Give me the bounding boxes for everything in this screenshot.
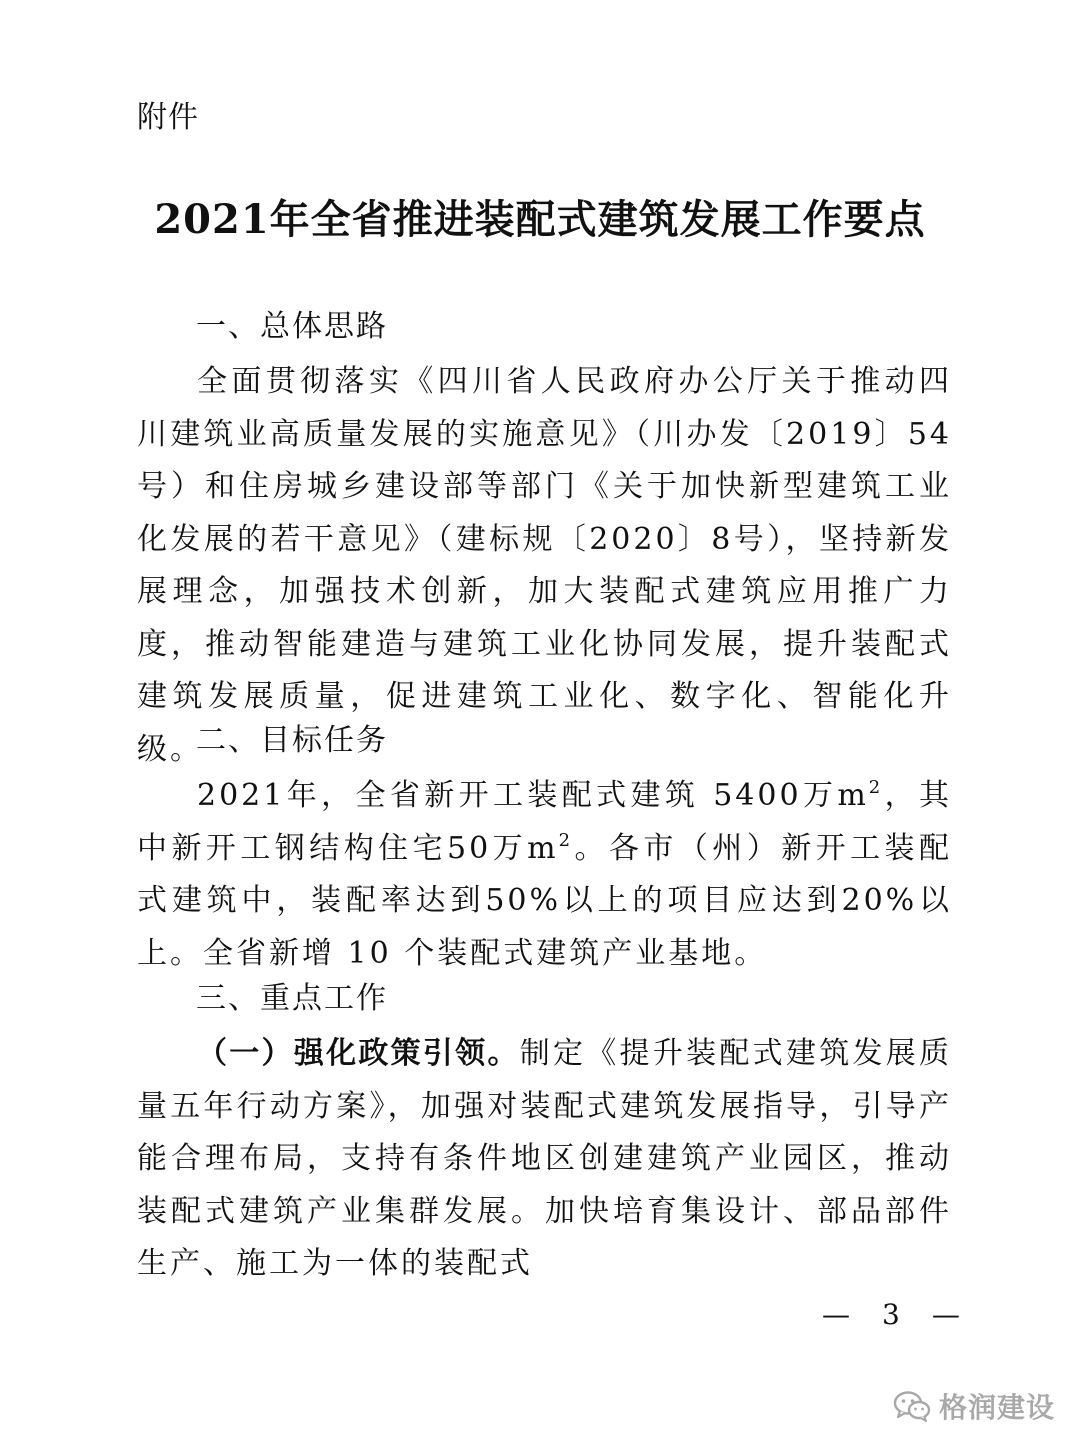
paragraph bbox=[137, 1028, 952, 1291]
page-number: — 3 — bbox=[822, 1298, 962, 1331]
section-body-key-work bbox=[137, 1028, 952, 1291]
text-run: ，其中新开工钢结构住宅50万m bbox=[137, 778, 952, 866]
section-heading-key-work: 三、重点工作 bbox=[196, 981, 388, 1016]
section-heading-overall-approach: 一、总体思路 bbox=[196, 309, 388, 344]
watermark bbox=[893, 1384, 1055, 1428]
text-run: 2021年，全省新开工装配式建筑 5400万m bbox=[197, 778, 869, 813]
watermark-text: 格润建设 bbox=[939, 1391, 1056, 1424]
paragraph bbox=[137, 770, 952, 980]
attachment-label: 附件 bbox=[137, 100, 199, 135]
paragraph: 全面贯彻落实《四川省人民政府办公厅关于推动四川建筑业高质量发展的实施意见》（川办发〔2019〕54号）和住房城乡建设部等部门《关于加快新型建筑工业化发展的若干意见》（建标规〔2020〕8号），坚持新发展理念，加强技术创新，加大装配式建筑应用推广力度，推动智能建造与建筑工业化协同发展，提升装配式建筑发展质量，促进建筑工业化、数字化、智能化升级。 bbox=[137, 364, 952, 767]
section-body-overall-approach bbox=[137, 356, 952, 776]
document-title: 2021年全省推进装配式建筑发展工作要点 bbox=[154, 196, 926, 243]
section-body-targets bbox=[137, 770, 952, 980]
text-run: 制定《提升装配式建筑发展质量五年行动方案》，加强对装配式建筑发展指导，引导产能合理布局，支持有条件地区创建建筑产业园区，推动装配式建筑产业集群发展。加快培育集设计、部品部件生产、施工为一体的装配式 bbox=[137, 1036, 953, 1281]
wechat-icon bbox=[893, 1390, 931, 1422]
bold-lead: （一）强化政策引领。 bbox=[197, 1036, 520, 1071]
superscript: 2 bbox=[868, 777, 884, 798]
text-run: 。各市（州）新开工装配式建筑中，装配率达到50%以上的项目应达到20%以上。全省新增 10 个装配式建筑产业基地。 bbox=[137, 830, 953, 971]
superscript: 2 bbox=[558, 829, 574, 851]
section-heading-targets: 二、目标任务 bbox=[196, 723, 388, 758]
